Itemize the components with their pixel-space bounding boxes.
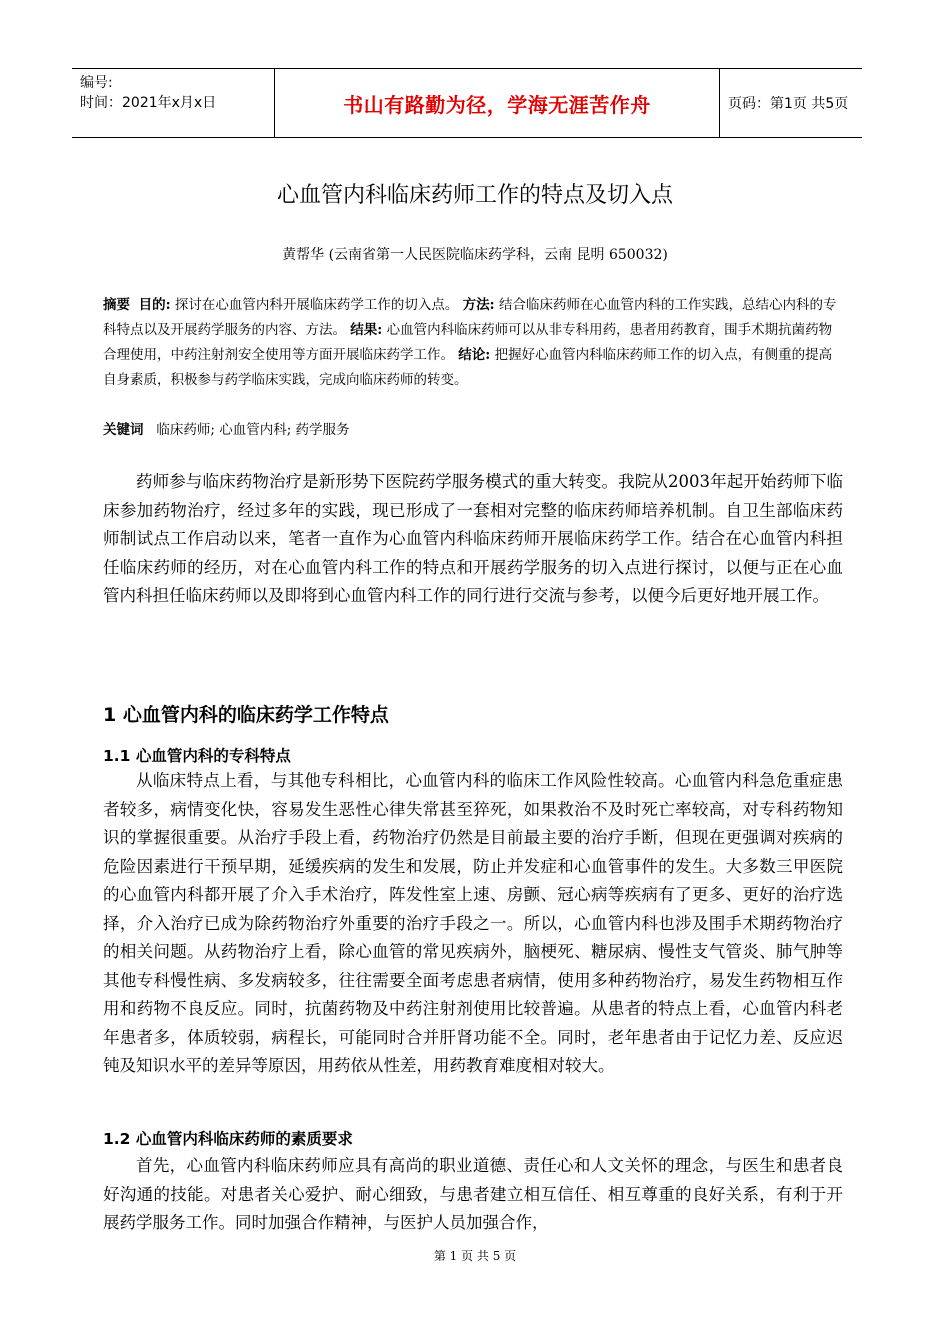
motto: 书山有路勤为径，学海无涯苦作舟 (343, 92, 651, 117)
abstract-label: 摘要 (103, 297, 130, 313)
section-1-2-heading: 1.2 心血管内科临床药师的素质要求 (103, 1130, 353, 1148)
number-label: 编号: (80, 75, 113, 91)
objective-text: 探讨在心血管内科开展临床药学工作的切入点。 (174, 297, 459, 313)
section-1-heading: 1 心血管内科的临床药学工作特点 (103, 704, 389, 726)
section-1-1-body (103, 767, 843, 1081)
keywords (103, 418, 843, 443)
header-info (80, 73, 274, 113)
objective-label: 目的: (138, 297, 171, 313)
method-label: 方法: (462, 297, 495, 313)
conclusion-label: 结论: (458, 347, 491, 363)
intro-section (103, 468, 843, 611)
keywords-label: 关键词 (103, 422, 144, 438)
abstract (103, 293, 843, 393)
header-motto-cell (274, 69, 720, 137)
method-text: 结合临床药师在心血管内科的工作实践，总结心内科的专科特点以及开展药学服务的内容、方法。 (103, 297, 837, 338)
page-title: 心血管内科临床药师工作的特点及切入点 (276, 183, 673, 208)
intro-paragraph: 药师参与临床药物治疗是新形势下医院药学服务模式的重大转变。我院从2003年起开始药师下临床参加药物治疗，经过多年的实践，现已形成了一套相对完整的临床药师培养机制。自卫生部临床药师制试点工作启动以来，笔者一直作为心血管内科临床药师开展临床药学工作。结合在心血管内科担任临床药师的经历，对在心血管内科工作的特点和开展药学服务的切入点进行探讨，以便与正在心血管内科担任临床药师以及即将到心血管内科工作的同行进行交流与参考，以便今后更好地开展工作。 (103, 472, 843, 605)
keywords-text: 临床药师; 心血管内科; 药学服务 (156, 422, 350, 438)
section-1-2-paragraph: 首先，心血管内科临床药师应具有高尚的职业道德、责任心和人文关怀的理念，与医生和患者良好沟通的技能。对患者关心爱护、耐心细致，与患者建立相互信任、相互尊重的良好关系，有利于开展药学服务工作。同时加强合作精神，与医护人员加强合作， (103, 1156, 843, 1232)
page-footer: 第 1 页 共 5 页 (433, 1249, 517, 1263)
document-header (72, 68, 862, 138)
page-label (728, 69, 848, 137)
section-1-2-body (103, 1152, 843, 1238)
section-1-1-paragraph: 从临床特点上看，与其他专科相比，心血管内科的临床工作风险性较高。心血管内科急危重症患者较多，病情变化快，容易发生恶性心律失常甚至猝死，如果救治不及时死亡率较高，对专科药物知识的掌握很重要。从治疗手段上看，药物治疗仍然是目前最主要的治疗手断，但现在更强调对疾病的危险因素进行干预早期，延缓疾病的发生和发展，防止并发症和心血管事件的发生。大多数三甲医院的心血管内科都开展了介入手术治疗，阵发性室上速、房颤、冠心病等疾病有了更多、更好的治疗选择，介入治疗已成为除药物治疗外重要的治疗手段之一。所以，心血管内科也涉及围手术期药物治疗的相关问题。从药物治疗上看，除心血管的常见疾病外，脑梗死、糖尿病、慢性支气管炎、肺气肿等其他专科慢性病、多发病较多，往往需要全面考虑患者病情，使用多种药物治疗，易发生药物相互作用和药物不良反应。同时，抗菌药物及中药注射剂使用比较普遍。从患者的特点上看，心血管内科老年患者多，体质较弱，病程长，可能同时合并肝肾功能不全。同时，老年患者由于记忆力差、反应迟钝及知识水平的差异等原因，用药依从性差，用药教育难度相对较大。 (103, 771, 843, 1075)
section-1-1-heading: 1.1 心血管内科的专科特点 (103, 747, 291, 765)
author-line: 黄帮华 (云南省第一人民医院临床药学科，云南 昆明 650032) (282, 247, 668, 263)
page-label-text: 页码：第1页 共5页 (728, 96, 849, 112)
result-text: 心血管内科临床药师可以从非专科用药，患者用药教育，围手术期抗菌药物合理使用，中药注射剂安全使用等方面开展临床药学工作。 (103, 322, 833, 363)
time-label: 时间：2021年x月x日 (80, 95, 217, 111)
result-label: 结果: (350, 322, 383, 338)
conclusion-text: 把握好心血管内科临床药师工作的切入点，有侧重的提高自身素质，积极参与药学临床实践，完成向临床药师的转变。 (103, 347, 833, 388)
